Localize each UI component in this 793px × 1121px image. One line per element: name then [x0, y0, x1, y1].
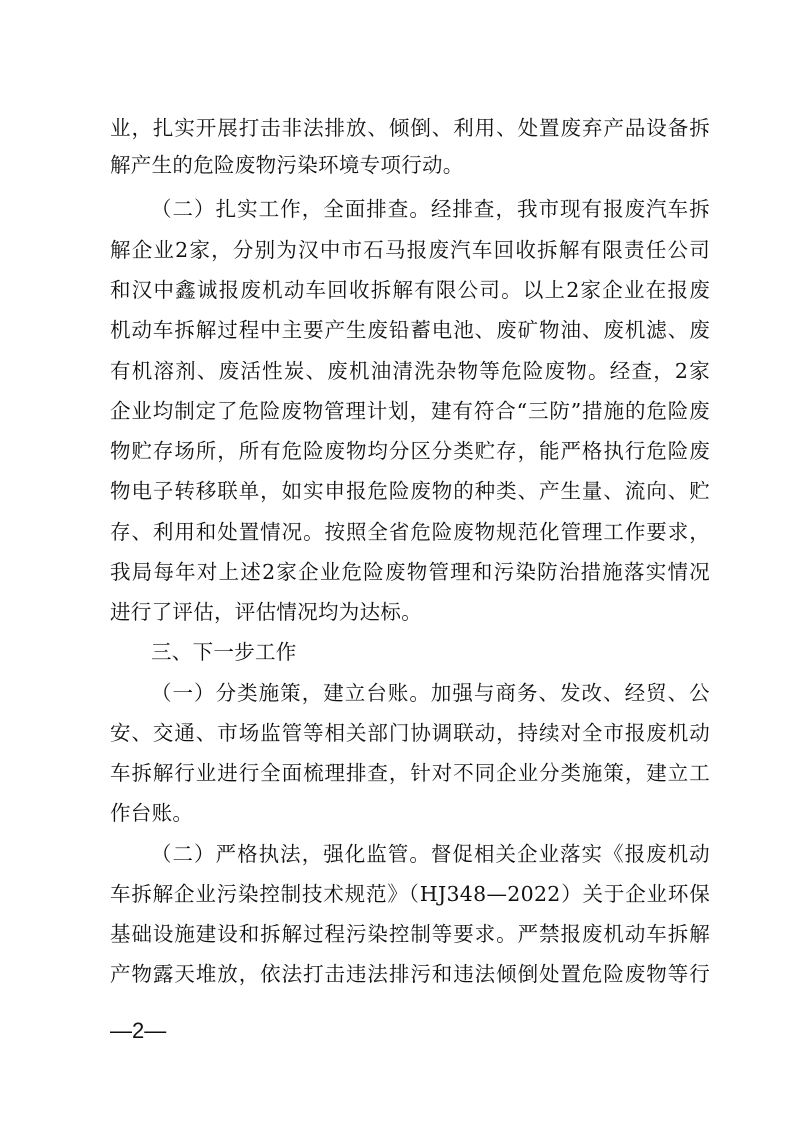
- body-text-line: 和汉中鑫诚报废机动车回收拆解有限公司。以上2家企业在报废: [110, 278, 710, 302]
- page-number: —2—: [110, 1018, 167, 1043]
- body-text-line: 车拆解企业污染控制技术规范》（HJ348—2022）关于企业环保: [110, 882, 710, 906]
- body-text-line: 企业均制定了危险废物管理计划，建有符合“三防”措施的危险废: [110, 399, 710, 423]
- body-text-line: 业，扎实开展打击非法排放、倾倒、利用、处置废弃产品设备拆: [110, 116, 710, 140]
- body-text-line: 物电子转移联单，如实申报危险废物的种类、产生量、流向、贮: [110, 479, 710, 503]
- body-text-line: 安、交通、市场监管等相关部门协调联动，持续对全市报废机动: [110, 721, 710, 745]
- body-text-line: 基础设施建设和拆解过程污染控制等要求。严禁报废机动车拆解: [110, 922, 710, 946]
- paragraph-first-line: （二）扎实工作，全面排查。经排查，我市现有报废汽车拆: [151, 197, 710, 221]
- body-text-line: 有机溶剂、废活性炭、废机油清洗杂物等危险废物。经查，2家: [110, 359, 710, 383]
- body-text-line: 解产生的危险废物污染环境专项行动。: [110, 153, 464, 177]
- body-text-line: 车拆解行业进行全面梳理排查，针对不同企业分类施策，建立工: [110, 761, 710, 785]
- body-text-line: 存、利用和处置情况。按照全省危险废物规范化管理工作要求，: [110, 520, 710, 544]
- body-text-line: 我局每年对上述2家企业危险废物管理和污染防治措施落实情况: [110, 560, 710, 584]
- body-text-line: 进行了评估，评估情况均为达标。: [110, 600, 422, 624]
- body-text-line: 物贮存场所，所有危险废物均分区分类贮存，能严格执行危险废: [110, 439, 710, 463]
- body-text-line: 机动车拆解过程中主要产生废铅蓄电池、废矿物油、废机滤、废: [110, 318, 710, 342]
- section-heading: 三、下一步工作: [151, 640, 297, 664]
- body-text-line: 解企业2家，分别为汉中市石马报废汽车回收拆解有限责任公司: [110, 238, 710, 262]
- paragraph-first-line: （一）分类施策，建立台账。加强与商务、发改、经贸、公: [151, 681, 710, 705]
- body-text-line: 作台账。: [110, 801, 194, 825]
- body-text-line: 产物露天堆放，依法打击违法排污和违法倾倒处置危险废物等行: [110, 962, 710, 986]
- paragraph-first-line: （二）严格执法，强化监管。督促相关企业落实《报废机动: [151, 842, 710, 866]
